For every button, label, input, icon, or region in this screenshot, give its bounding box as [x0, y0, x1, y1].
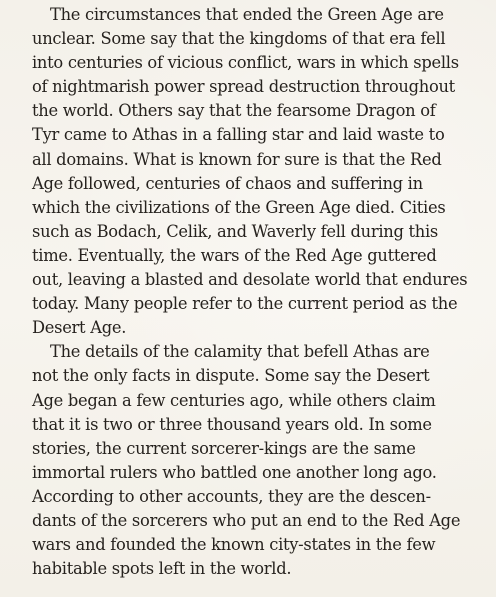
paragraph-calamity-dispute — [32, 340, 488, 581]
text-line: today. Many people refer to the current period as the — [32, 294, 458, 314]
text-line: unclear. Some say that the kingdoms of that era fell — [32, 29, 446, 49]
text-line: stories, the current sorcerer-kings are the same — [32, 438, 416, 458]
text-line: immortal rulers who battled one another long ago. — [32, 462, 437, 482]
paragraph-green-age-end — [32, 3, 488, 340]
text-line: which the civilizations of the Green Age died. Cities — [32, 197, 446, 217]
text-line: Age followed, centuries of chaos and suffering in — [32, 173, 423, 193]
text-line: According to other accounts, they are the descen- — [32, 486, 431, 506]
text-line: such as Bodach, Celik, and Waverly fell during this — [32, 221, 438, 241]
text-line: of nightmarish power spread destruction throughout — [32, 77, 455, 97]
text-line: habitable spots left in the world. — [32, 559, 292, 579]
text-column — [32, 3, 488, 581]
text-line: Desert Age. — [32, 318, 127, 338]
text-line: wars and founded the known city-states in the few — [32, 535, 436, 555]
text-line: time. Eventually, the wars of the Red Age guttered — [32, 245, 437, 265]
text-line: dants of the sorcerers who put an end to the Red Age — [32, 510, 461, 530]
text-line: The circumstances that ended the Green Age are — [50, 5, 444, 24]
text-line: Tyr came to Athas in a falling star and laid waste to — [32, 125, 445, 145]
text-line: out, leaving a blasted and desolate world that endures — [32, 270, 468, 290]
text-line: all domains. What is known for sure is that the Red — [32, 149, 442, 169]
text-line: not the only facts in dispute. Some say the Desert — [32, 366, 430, 386]
text-line: that it is two or three thousand years old. In some — [32, 414, 432, 434]
text-line: into centuries of vicious conflict, wars in which spells — [32, 53, 459, 73]
text-line: Age began a few centuries ago, while others claim — [32, 390, 436, 410]
text-line: the world. Others say that the fearsome Dragon of — [32, 101, 436, 121]
text-line: The details of the calamity that befell Athas are — [50, 342, 430, 362]
